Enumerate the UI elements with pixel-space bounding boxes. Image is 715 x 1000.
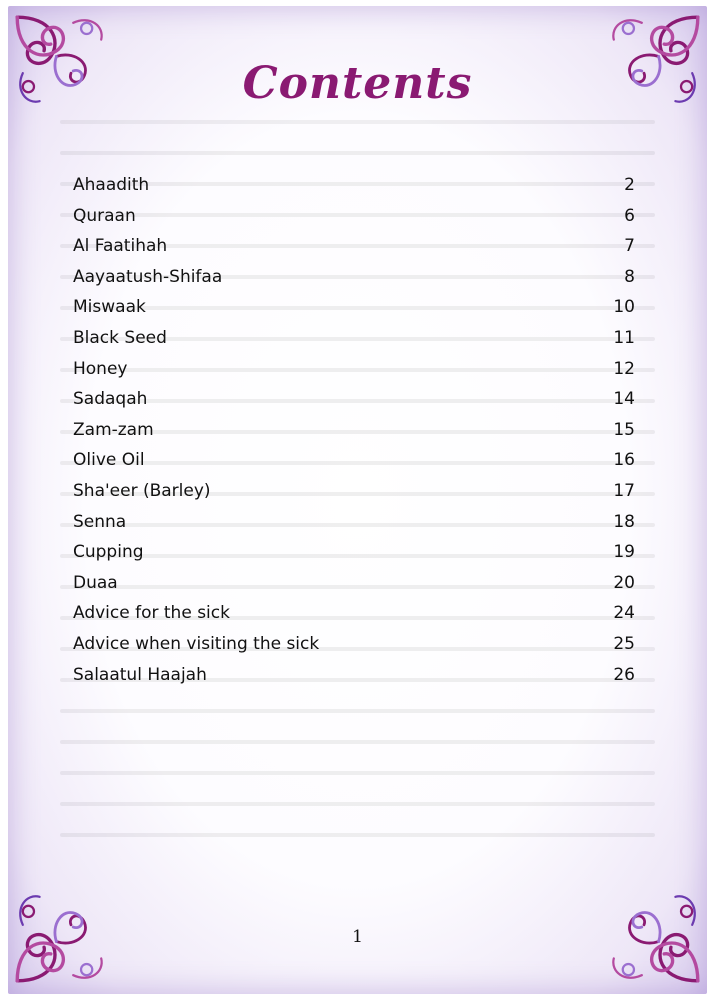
toc-entry [73,634,635,665]
toc-entry-page: 7 [624,236,635,257]
toc-entry [73,573,635,604]
toc-entry [73,665,635,696]
toc-entry-label: Senna [73,511,127,532]
toc-entry-label: Advice for the sick [73,603,230,624]
toc-entry-label: Sha'eer (Barley) [73,480,211,501]
toc-entry-page: 6 [624,205,635,226]
toc-entry [73,450,635,481]
table-of-contents [73,175,635,695]
toc-entry-label: Advice when visiting the sick [73,633,320,654]
toc-entry-page: 24 [613,603,635,624]
toc-entry-page: 15 [613,419,635,440]
toc-entry [73,389,635,420]
toc-entry [73,297,635,328]
toc-entry-page: 11 [613,327,635,348]
page-title: Contents [242,58,473,109]
toc-entry-label: Salaatul Haajah [73,664,207,685]
toc-entry [73,542,635,573]
toc-entry [73,175,635,206]
toc-entry-page: 12 [613,358,635,379]
toc-entry [73,359,635,390]
toc-entry [73,267,635,298]
toc-entry-label: Cupping [73,542,144,563]
toc-entry-label: Black Seed [73,327,167,348]
toc-entry-page: 19 [613,542,635,563]
toc-entry-page: 17 [613,480,635,501]
toc-entry [73,206,635,237]
toc-entry-label: Quraan [73,205,136,226]
toc-entry [73,236,635,267]
page-number: 1 [352,927,363,947]
toc-entry-label: Honey [73,358,128,379]
toc-entry-label: Zam-zam [73,419,154,440]
toc-entry-label: Olive Oil [73,450,145,471]
toc-entry-label: Miswaak [73,297,146,318]
toc-entry-page: 26 [613,664,635,685]
toc-entry-label: Al Faatihah [73,236,168,257]
toc-entry-page: 16 [613,450,635,471]
toc-entry-page: 18 [613,511,635,532]
toc-entry [73,481,635,512]
toc-entry [73,328,635,359]
toc-entry-page: 8 [624,266,635,287]
toc-entry-label: Sadaqah [73,389,148,410]
toc-entry-label: Duaa [73,572,118,593]
toc-entry [73,512,635,543]
toc-entry-label: Ahaadith [73,175,150,195]
toc-entry-page: 20 [613,572,635,593]
toc-entry [73,420,635,451]
toc-entry [73,603,635,634]
toc-entry-page: 14 [613,389,635,410]
toc-entry-page: 2 [624,175,635,195]
toc-entry-label: Aayaatush-Shifaa [73,266,223,287]
toc-entry-page: 25 [613,633,635,654]
toc-entry-page: 10 [613,297,635,318]
